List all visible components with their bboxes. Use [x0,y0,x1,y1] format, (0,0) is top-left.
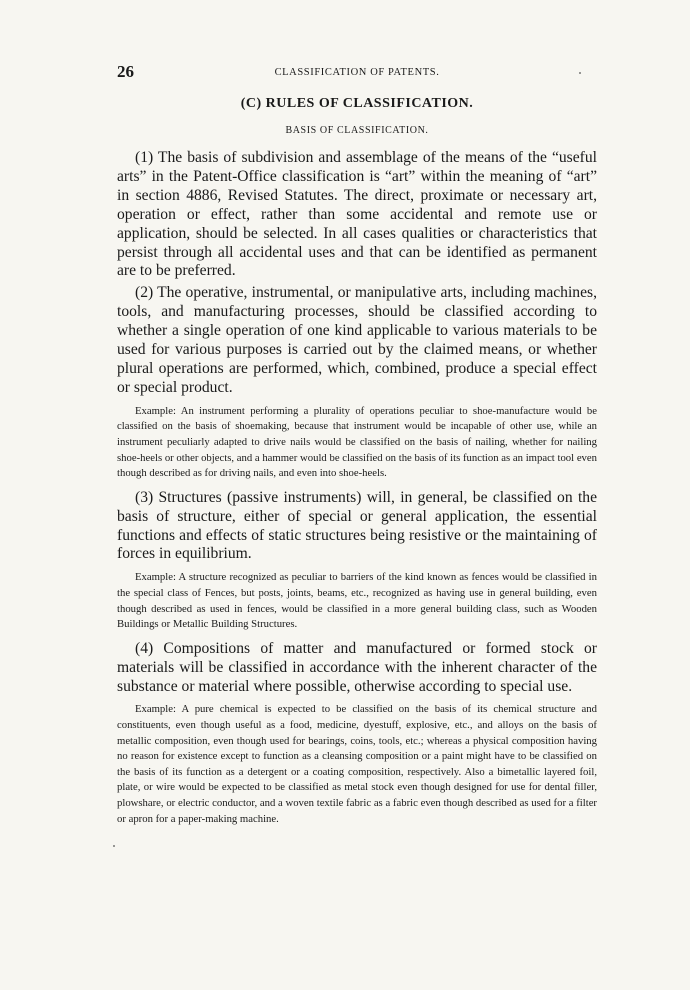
subsection-title: BASIS OF CLASSIFICATION. [285,125,429,136]
running-title: CLASSIFICATION OF PATENTS. [274,67,440,78]
example-paragraph: Example: An instrument performing a plurality of operations peculiar to shoe-manufacture would be classified on the basis of shoemaking, because that instrument would be incapable of other use, while an instrument peculiarly adapted to drive nails would be classified on the basis of nailing, whether for nailing shoe-heels or other objects, and a hammer would be classified on the basis of its function as an impact tool even though described as for driving nails, and even into shoe-heels. [117,404,597,480]
rule-paragraph: (3) Structures (passive instruments) will, in general, be classified on the basis of structure, either of special or general application, the essential functions and effects of static structures being resistive or the maintaining of forces in equilibrium. [117,488,597,563]
page-number: 26 [117,62,134,81]
rule-paragraph: (1) The basis of subdivision and assemblage of the means of the “useful arts” in the Patent-Office classification is “art” within the meaning of “art” in section 4886, Revised Statutes. The direct, proximate or necessary art, operation or effect, rather than some accidental and remote use or application, should be selected. In all cases qualities or characteristics that persist through all accidental uses and that can be identified as permanent are to be preferred. [117,149,597,280]
example-paragraph: Example: A structure recognized as peculiar to barriers of the kind known as fences would be classified in the special class of Fences, but posts, joints, beams, etc., recognized as having use in general building, even though described as used in fences, would be classified in a more general building class, such as Wooden Buildings or Metallic Building Structures. [117,571,597,631]
section-title: (C) RULES OF CLASSIFICATION. [240,96,474,111]
page [117,58,597,834]
example-paragraph: Example: A pure chemical is expected to be classified on the basis of its chemical structure and constituents, even though useful as a food, medicine, dyestuff, explosive, etc., and alloys on the basis of metallic composition, even though used for bearings, coins, tools, etc.; whereas a physical composition having no reason for existence except to function as a cleansing composition or a paint might have to be classified on the basis of its function as a detergent or a coating composition, respectively. Also a bimetallic layered foil, plate, or wire would be expected to be classified as metal stock even though designed for use for dental filler, plowshare, or electric conductor, and a woven textile fabric as a fabric even though described as used for a filter or apron for a paper-making machine. [117,703,597,825]
running-head [117,58,597,84]
rule-paragraph: (2) The operative, instrumental, or manipulative arts, including machines, tools, and manufacturing processes, should be classified according to whether a single operation of one kind applicable to various materials to be used for various purposes is carried out by the claimed means, or whether plural operations are performed, which, combined, produce a special effect or special product. [117,284,597,396]
rule-paragraph: (4) Compositions of matter and manufactured or formed stock or materials will be classified in accordance with the inherent character of the substance or material where possible, otherwise according to special use. [117,639,597,695]
print-speck [113,845,115,847]
print-speck [579,72,581,74]
